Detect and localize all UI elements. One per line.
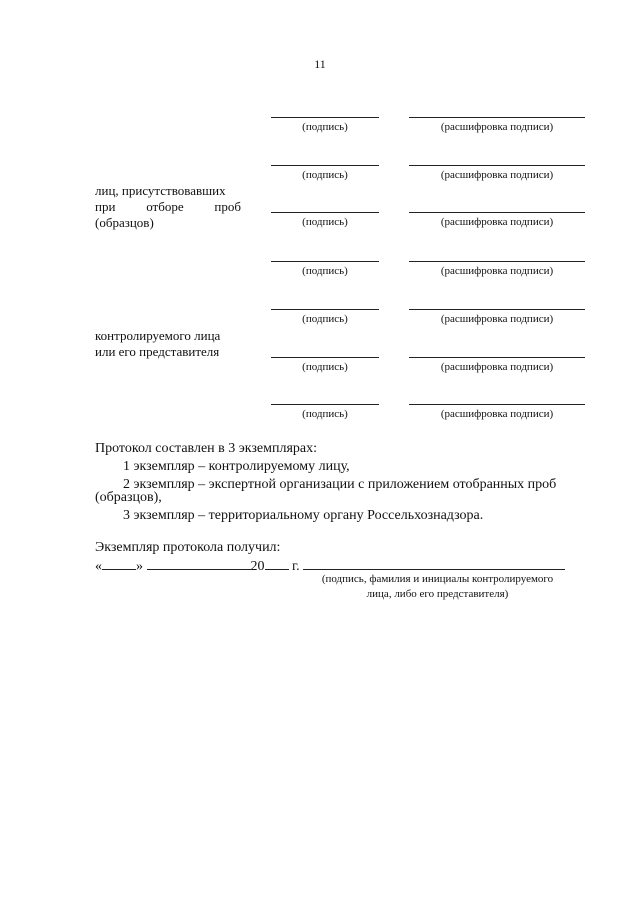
signature-decode-line: [409, 212, 585, 213]
signature-caption: (подпись): [302, 361, 348, 373]
signature-decode-line: [409, 309, 585, 310]
signature-line: [271, 357, 379, 358]
protocol-copy-1: 1 экземпляр – контролируемому лицу,: [123, 459, 350, 474]
signature-line: [271, 165, 379, 166]
receipt-caption-line: лица, либо его представителя): [366, 588, 509, 600]
signature-decode-caption: (расшифровка подписи): [440, 169, 554, 181]
controlled-label-line: контролируемого лица: [95, 328, 221, 343]
receipt-caption-line: (подпись, фамилия и инициалы контролируемого: [321, 573, 554, 585]
year-prefix: 20: [250, 559, 265, 574]
witnesses-word-2: отборе: [146, 199, 184, 214]
protocol-copy-2-text: 2 экземпляр – экспертной организации с приложением отобранных проб: [123, 477, 557, 492]
signature-decode-line: [409, 357, 585, 358]
signature-decode-line: [409, 404, 585, 405]
signature-decode-line: [409, 117, 585, 118]
signature-line: [271, 117, 379, 118]
protocol-copy-3: 3 экземпляр – территориальному органу Россельхознадзора.: [123, 508, 484, 523]
signature-line: [271, 212, 379, 213]
receipt-caption: [300, 572, 575, 602]
protocol-copy-2-line-2: (образцов),: [95, 490, 162, 505]
year-blank[interactable]: [265, 556, 289, 570]
page-number: 11: [314, 57, 326, 71]
signature-caption: (подпись): [302, 313, 348, 325]
witnesses-word-3: проб: [214, 199, 241, 214]
month-blank[interactable]: [147, 556, 251, 570]
signature-decode-caption: (расшифровка подписи): [440, 265, 554, 277]
open-quote: «: [95, 559, 102, 574]
signature-decode-caption: (расшифровка подписи): [440, 313, 554, 325]
receipt-heading: Экземпляр протокола получил:: [95, 540, 281, 555]
signature-caption: (подпись): [302, 216, 348, 228]
signature-caption: (подпись): [302, 121, 348, 133]
day-blank[interactable]: [102, 556, 136, 570]
signature-decode-line: [409, 261, 585, 262]
signature-decode-caption: (расшифровка подписи): [440, 216, 554, 228]
signature-decode-line: [409, 165, 585, 166]
receiver-signature-blank[interactable]: [303, 556, 565, 570]
witnesses-label: [95, 183, 241, 231]
protocol-heading: Протокол составлен в 3 экземплярах:: [95, 441, 318, 456]
witnesses-label-line: лиц, присутствовавших: [95, 183, 226, 198]
witnesses-label-line: (образцов): [95, 215, 154, 230]
year-suffix: г.: [292, 559, 300, 574]
controlled-label-line: или его представителя: [95, 344, 220, 359]
witnesses-label-line-justified: [95, 199, 241, 215]
controlled-person-label: [95, 328, 241, 360]
signature-decode-caption: (расшифровка подписи): [440, 361, 554, 373]
signature-caption: (подпись): [302, 265, 348, 277]
signature-decode-caption: (расшифровка подписи): [440, 408, 554, 420]
signature-line: [271, 309, 379, 310]
close-quote: »: [136, 559, 143, 574]
witnesses-word-1: при: [95, 199, 116, 214]
signature-line: [271, 261, 379, 262]
protocol-copy-2-line-1: [123, 476, 585, 494]
signature-caption: (подпись): [302, 408, 348, 420]
signature-caption: (подпись): [302, 169, 348, 181]
signature-line: [271, 404, 379, 405]
signature-decode-caption: (расшифровка подписи): [440, 121, 554, 133]
